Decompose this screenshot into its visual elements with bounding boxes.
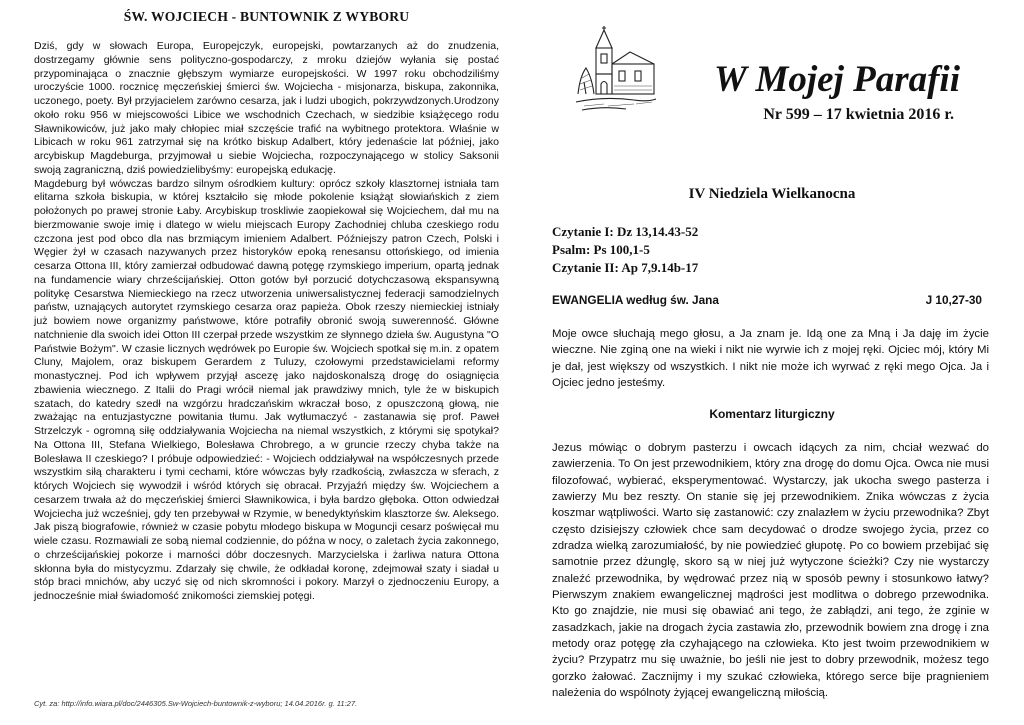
liturgical-sunday: IV Niedziela Wielkanocna bbox=[688, 186, 856, 202]
commentary-text: Jezus mówiąc o dobrym pasterzu i owcach idących za nim, chciał wezwać do zawierzenia. To On jest przewodnikiem, który zna drogę do domu Ojca. Owca nie musi filozofować, wybierać, eksperymentować. Wystarczy, jak ukocha swego pasterza i zawierzy Mu bez reszty. On stanie się jej przewodnikiem. Znika wówczas z życia koszmar wątpliwości. Warto się zastanowić: czy znalazłem w życiu przewodnika? Zbyt często dzisiejszy człowiek chce sam decydować o drodze swojego życia, przez co zdradza wielką zarozumiałość, by nie powiedzieć głupotę. Po co bowiem przebijać się samotnie przez dżunglę, skoro są w niej już wytyczone ścieżki? Czy nie wystarczy znaleźć przewodnika, by wędrować przez nią w sposób pewny i stosunkowo łatwy? Pierwszym znakiem ewangelicznej mądrości jest modlitwa o dobrego przewodnika. Kto go znajdzie, nie musi się obawiać ani tego, że zabłądzi, ani tego, że zginie w zasadzkach, jakie na drogach życia zastawia zło, przewodnik bowiem zna drogę i zna metody oraz potęgę zła czyhającego na człowieka. Kto jest twoim przewodnikiem w życiu? Przypatrz mu się uważnie, bo jeśli nie jest to dobry przewodnik, możesz tego gorzko żałować. Zacznijmy i my szukać człowieka, którego serce bije pragnieniem należenia do wspólnoty żyjącej ewangeliczną miłością. bbox=[552, 442, 989, 700]
article-column bbox=[34, 9, 499, 721]
article-paragraph-2: Magdeburg był wówczas bardzo silnym ośrodkiem kultury: oprócz szkoły klasztornej istniała tam elitarna szkoła biskupia, w której kształciło się młode pokolenie książąt słowiańskich z ziem położonych po prawej stronie Łaby. Arcybiskup troskliwie zaopiekował się Wojciechem, dał mu na bierzmowanie swoje imię i dlatego w wielu miejscach Europy Zachodniej chluba czeskiego rodu czczona jest pod obco dla nas brzmiącym imieniem Adalbert. Późniejszy patron Czech, Polski i Węgier żył w czasach nazywanych przez historyków epoką renesansu ottońskiego, od imienia cesarza Ottona III, który zamierzał odbudować dawną potęgę rzymskiego imperium, opartą jednak na fundamencie wiary chrześcijańskiej. Otton gotów był porzucić dotychczasową ekspansywną politykę Cesarstwa Niemieckiego na rzecz utworzenia uniwersalistycznej federacji samodzielnych państw, uznających autorytet rzymskiego cesarza oraz papieża. Obok rzeszy niemieckiej istniały już bowiem nowe organizmy państwowe, które potrafiły obronić swoją suwerenność. Główne natchnienie dla swoich idei Otton III czerpał przede wszystkim ze słynnego dzieła św. Augustyna "O Państwie Bożym". W czasie licznych wędrówek po Europie św. Wojciech spotkał się m.in. z opatem Cluny, Majolem, oraz biskupem Gerardem z Tuluzy, czołowymi przedstawicielami reformy monastycznej. Pod ich wpływem przyjął ascezę jako najdoskonalszą drogę do osiągnięcia zbawienia wiecznego. Z Italii do Pragi wrócił niemal jak prawdziwy mnich, tyle że w biskupich szatach, do katedry szedł na wzgórzu hradczańskim wkraczał boso, z opuszczoną głową, nie zważając na entuzjastyczne powitania tłumu. Jak wytłumaczyć - zastanawia się prof. Paweł Strzelczyk - ogromną siłę oddziaływania Wojciecha na niemal wszystkich, z którymi się spotykał? Na Ottona III, Stefana Wielkiego, Bolesława Chrobrego, a w gruncie rzeczy chyba także na Bolesława II czeskiego? I próbuje odpowiedzieć: - Wojciech oddziaływał na współczesnych przede wszystkim siłą charakteru i tymi cechami, które wówczas były rzadkością, zwłaszcza w sferach, z których Wojciech się wywodził i wśród których się obracał. Przyjaźń między św. Wojciechem a cesarzem trwała aż do męczeńskiej śmierci Sławnikowica, i była bardzo głęboka. Otton odwiedzał Wojciecha już wcześniej, gdy ten przebywał w Rzymie, w benedyktyńskim klasztorze św. Aleksego. Jak piszą biografowie, również w czasie pobytu młodego biskupa w Moguncji cesarz poświęcał mu wiele czasu. Rozmawiali ze sobą niemal codziennie, do późna w nocy, o zaletach życia zakonnego, o chrześcijańskiej pokorze i marności dóbr doczesnych. Marzycielska i żarliwa natura Ottona skłonna była do mistycyzmu. Zdarzały się chwile, że odkładał koronę, zdejmował szaty i siadał u stóp braci mnichów, aby uczyć się od nich skromności i pokory. Marzył o zjednoczeniu Europy, a jednocześnie miał świadomość znikomości ziemskiej potęgi. bbox=[34, 177, 499, 602]
newsletter-title: W Mojej Parafii bbox=[714, 59, 960, 100]
reading-first: Czytanie I: Dz 13,14.43-52 bbox=[552, 224, 699, 239]
issue-number: Nr 599 – 17 kwietnia 2016 r. bbox=[763, 106, 954, 123]
article-title: ŚW. WOJCIECH - BUNTOWNIK Z WYBORU bbox=[123, 9, 410, 24]
readings-list bbox=[552, 223, 698, 277]
reading-second: Czytanie II: Ap 7,9.14b-17 bbox=[552, 260, 699, 275]
gospel-text: Moje owce słuchają mego głosu, a Ja znam je. Idą one za Mną i Ja daję im życie wieczne. Nie zginą one na wieki i nikt nie wyrwie ich z mojej ręki. Ojciec mój, który Mi je dał, jest większy od wszystkich. I nikt nie może ich wyrwać z ręki mego Ojca. Ja i Ojciec jedno jesteśmy. bbox=[552, 328, 989, 389]
reading-psalm: Psalm: Ps 100,1-5 bbox=[552, 242, 650, 257]
bulletin-column bbox=[552, 0, 992, 725]
gospel-header bbox=[552, 293, 982, 307]
source-citation: Cyt. za: http://info.wiara.pl/doc/2446305.Sw-Wojciech-buntownik-z-wyboru; 14.04.2016r. g. 11:27. bbox=[34, 699, 358, 708]
church-drawing bbox=[574, 24, 658, 118]
gospel-reference: J 10,27-30 bbox=[925, 293, 982, 307]
article-paragraph-1: Dziś, gdy w słowach Europa, Europejczyk, europejski, powtarzanych aż do znudzenia, dostrzegamy głównie sens polityczno-gospodarczy, z mroku dziejów wyłania się postać przypominająca o znacznie głębszym wymiarze europejskości. W 1997 roku obchodziliśmy uroczyście 1000. rocznicę męczeńskiej śmierci św. Wojciecha - misjonarza, biskupa, zakonnika, uczonego, poety. Był przyjacielem zarówno cesarza, jak i ludzi ubogich, pokrzywdzonych.Urodzony około roku 956 w miejscowości Libice we wschodnich Czechach, w siedzibie książęcego rodu Sławnikowiców, już jako mały chłopiec miał szczęście trafić na wybitnego protektora. Właśnie w Libicach w roku 961 zatrzymał się na krótko biskup Adalbert, który jedenaście lat później, jako arcybiskup Magdeburga, przyjmował u siebie Wojciecha, rozpoczynającego w stolicy Saksonii swoją zagraniczną, dziś powiedzielibyśmy: europejską edukację. bbox=[34, 40, 499, 176]
commentary-title: Komentarz liturgiczny bbox=[709, 407, 835, 421]
gospel-title: EWANGELIA według św. Jana bbox=[552, 293, 719, 307]
article-body bbox=[34, 40, 499, 604]
